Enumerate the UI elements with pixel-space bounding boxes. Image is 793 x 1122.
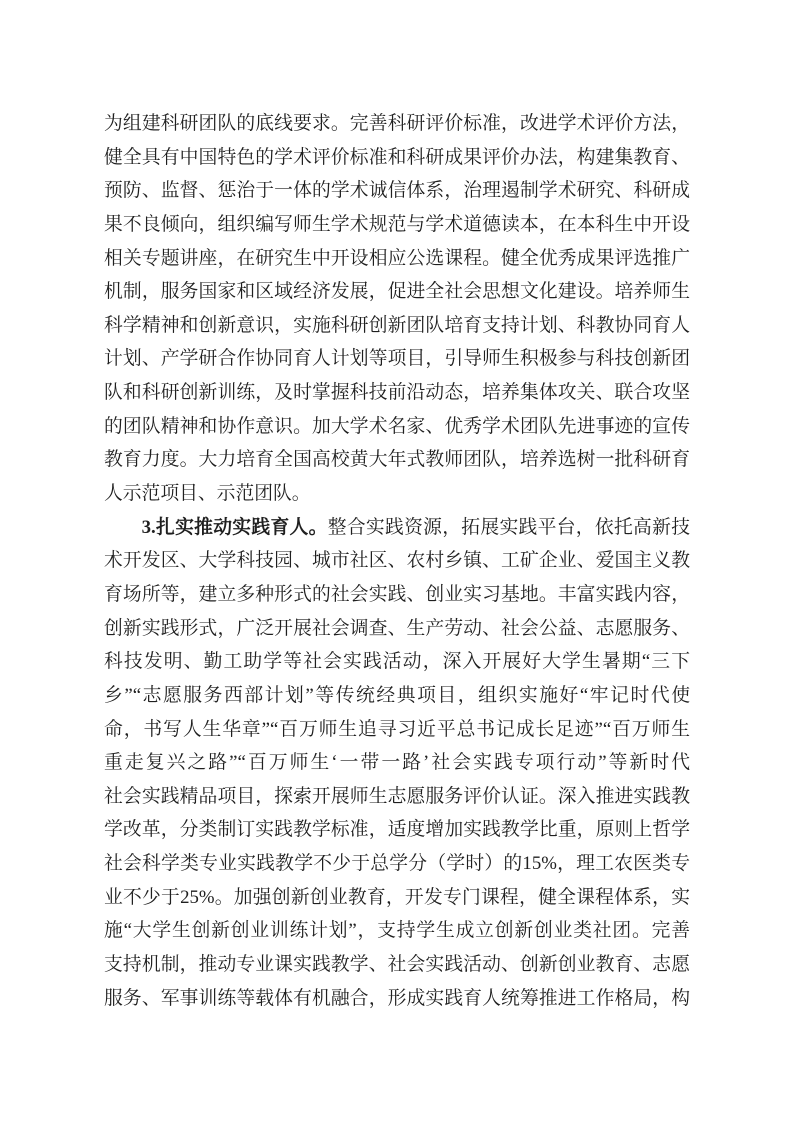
text-line: 人示范项目、示范团队。 (104, 483, 311, 505)
text-line: 业不少于25%。加强创新创业教育，开发专门课程，健全课程体系，实 (104, 886, 690, 908)
text-line: 命，书写人生华章”“百万师生追寻习近平总书记成长足迹”“百万师生 (104, 718, 690, 740)
paragraph-1-continuation (104, 107, 690, 511)
text-line: 计划、产学研合作协同育人计划等项目，引导师生积极参与科技创新团 (104, 348, 690, 370)
text-line: 教育力度。大力培育全国高校黄大年式教师团队，培养选树一批科研育 (104, 449, 690, 471)
text-line: 创新实践形式，广泛开展社会调查、生产劳动、社会公益、志愿服务、 (104, 617, 690, 639)
paragraph-2-first-line (104, 511, 690, 545)
text-line: 果不良倾向，组织编写师生学术规范与学术道德读本，在本科生中开设 (104, 213, 690, 235)
paragraph-2-practice-education (104, 511, 690, 1016)
text-line: 队和科研创新训练，及时掌握科技前沿动态，培养集体攻关、联合攻坚 (104, 382, 690, 404)
text-block (104, 107, 690, 1015)
text-line: 健全具有中国特色的学术评价标准和科研成果评价办法，构建集教育、 (104, 146, 690, 168)
text-line: 为组建科研团队的底线要求。完善科研评价标准，改进学术评价方法， (104, 113, 690, 134)
text-line: 重走复兴之路”“百万师生‘一带一路’社会实践专项行动”等新时代 (104, 752, 690, 774)
text-line: 术开发区、大学科技园、城市社区、农村乡镇、工矿企业、爱国主义教 (104, 550, 690, 572)
text-line: 社会科学类专业实践教学不少于总学分（学时）的15%，理工农医类专 (104, 853, 690, 875)
text-line: 乡”“志愿服务西部计划”等传统经典项目，组织实施好“牢记时代使 (104, 684, 690, 706)
text-line: 相关专题讲座，在研究生中开设相应公选课程。健全优秀成果评选推广 (104, 247, 690, 269)
paragraph-2-lines (104, 544, 690, 1015)
paragraph-1-lines (104, 107, 690, 511)
text-line: 科技发明、勤工助学等社会实践活动，深入开展好大学生暑期“三下 (104, 651, 690, 673)
text-line: 机制，服务国家和区域经济发展，促进全社会思想文化建设。培养师生 (104, 281, 690, 303)
text-line: 支持机制，推动专业课实践教学、社会实践活动、创新创业教育、志愿 (104, 954, 690, 976)
text-line: 预防、监督、惩治于一体的学术诚信体系，治理遏制学术研究、科研成 (104, 180, 690, 202)
text-line: 育场所等，建立多种形式的社会实践、创业实习基地。丰富实践内容， (104, 583, 690, 605)
paragraph-2-heading: 3.扎实推动实践育人。 (141, 516, 328, 538)
text-line: 的团队精神和协作意识。加大学术名家、优秀学术团队先进事迹的宣传 (104, 415, 690, 437)
text-line: 科学精神和创新意识，实施科研创新团队培育支持计划、科教协同育人 (104, 314, 690, 336)
text-line: 施“大学生创新创业训练计划”，支持学生成立创新创业类社团。完善 (104, 920, 690, 942)
text-line: 服务、军事训练等载体有机融合，形成实践育人统筹推进工作格局，构 (104, 987, 690, 1009)
text-line: 学改革，分类制订实践教学标准，适度增加实践教学比重，原则上哲学 (104, 819, 690, 841)
text-line: 社会实践精品项目，探索开展师生志愿服务评价认证。深入推进实践教 (104, 785, 690, 807)
paragraph-2-first-line-rest: 整合实践资源，拓展实践平台，依托高新技 (327, 516, 690, 538)
